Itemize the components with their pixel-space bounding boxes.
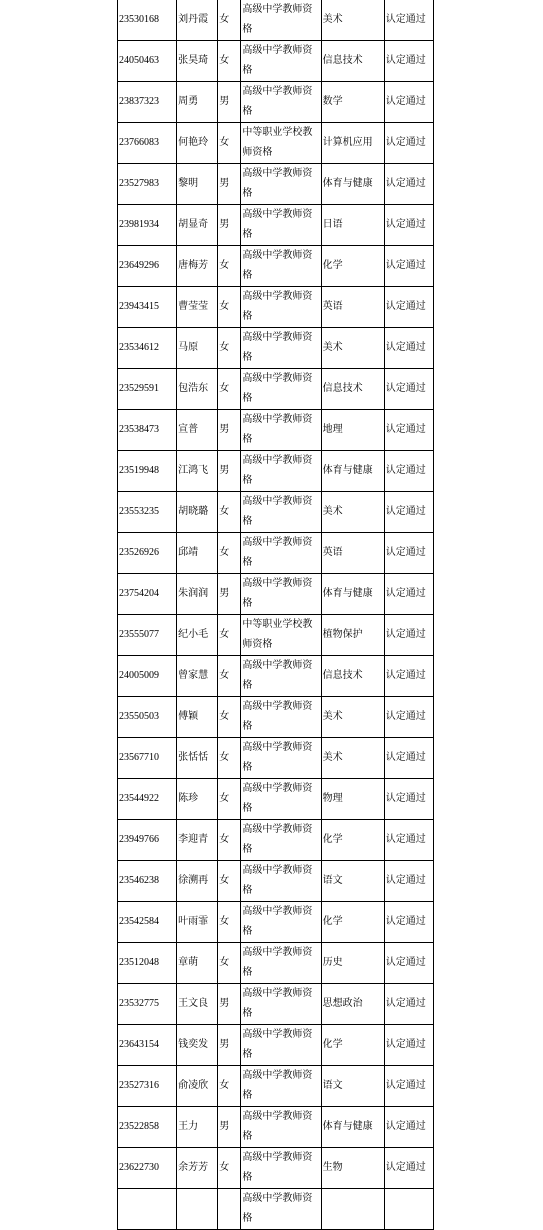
- applicant-id-cell: 23949766: [118, 820, 177, 861]
- result-cell: 认定通过: [384, 41, 433, 82]
- applicant-name-cell: 傅颖: [177, 697, 218, 738]
- gender-cell: 女: [218, 533, 241, 574]
- table-row: [118, 492, 434, 533]
- qualification-type-cell: 高级中学教师资格: [241, 779, 321, 820]
- qualification-type-cell: 高级中学教师资格: [241, 1148, 321, 1189]
- subject-cell: 化学: [321, 246, 384, 287]
- applicant-id-cell: 23527316: [118, 1066, 177, 1107]
- table-row: [118, 451, 434, 492]
- applicant-name-cell: 王文良: [177, 984, 218, 1025]
- applicant-name-cell: 曹莹莹: [177, 287, 218, 328]
- gender-cell: 女: [218, 779, 241, 820]
- result-cell: 认定通过: [384, 369, 433, 410]
- applicant-name-cell: 俞凌欣: [177, 1066, 218, 1107]
- gender-cell: 女: [218, 615, 241, 656]
- qualification-type-cell: 高级中学教师资格: [241, 287, 321, 328]
- applicant-name-cell: 刘丹霞: [177, 0, 218, 41]
- subject-cell: 英语: [321, 533, 384, 574]
- applicant-name-cell: 曾家慧: [177, 656, 218, 697]
- applicant-name-cell: 宣普: [177, 410, 218, 451]
- qualification-type-cell: 中等职业学校教师资格: [241, 615, 321, 656]
- qualification-type-cell: 高级中学教师资格: [241, 0, 321, 41]
- applicant-name-cell: 李迎青: [177, 820, 218, 861]
- applicant-name-cell: 胡显奇: [177, 205, 218, 246]
- result-cell: 认定通过: [384, 328, 433, 369]
- applicant-name-cell: 邱靖: [177, 533, 218, 574]
- table-row: [118, 164, 434, 205]
- subject-cell: 思想政治: [321, 984, 384, 1025]
- applicant-name-cell: 张昊琦: [177, 41, 218, 82]
- gender-cell: 女: [218, 738, 241, 779]
- qualification-type-cell: 高级中学教师资格: [241, 328, 321, 369]
- result-cell: 认定通过: [384, 205, 433, 246]
- table-row: [118, 861, 434, 902]
- result-cell: 认定通过: [384, 82, 433, 123]
- applicant-id-cell: 23526926: [118, 533, 177, 574]
- applicant-name-cell: 王力: [177, 1107, 218, 1148]
- applicant-id-cell: 23538473: [118, 410, 177, 451]
- subject-cell: 体育与健康: [321, 164, 384, 205]
- result-cell: 认定通过: [384, 164, 433, 205]
- gender-cell: 女: [218, 0, 241, 41]
- applicant-name-cell: 钱奕发: [177, 1025, 218, 1066]
- subject-cell: 信息技术: [321, 41, 384, 82]
- applicant-name-cell: 胡晓璐: [177, 492, 218, 533]
- gender-cell: 男: [218, 451, 241, 492]
- applicant-name-cell: 黎明: [177, 164, 218, 205]
- subject-cell: 化学: [321, 1025, 384, 1066]
- result-cell: 认定通过: [384, 123, 433, 164]
- qualification-type-cell: 高级中学教师资格: [241, 246, 321, 287]
- result-cell: 认定通过: [384, 0, 433, 41]
- gender-cell: 男: [218, 410, 241, 451]
- applicant-id-cell: 24050463: [118, 41, 177, 82]
- subject-cell: 植物保护: [321, 615, 384, 656]
- qualification-type-cell: 高级中学教师资格: [241, 1107, 321, 1148]
- applicant-id-cell: 23649296: [118, 246, 177, 287]
- result-cell: 认定通过: [384, 984, 433, 1025]
- subject-cell: 美术: [321, 738, 384, 779]
- qualification-type-cell: 高级中学教师资格: [241, 1066, 321, 1107]
- qualification-type-cell: 高级中学教师资格: [241, 82, 321, 123]
- subject-cell: [321, 1189, 384, 1230]
- gender-cell: 女: [218, 697, 241, 738]
- table-row: [118, 246, 434, 287]
- applicant-name-cell: 周勇: [177, 82, 218, 123]
- applicant-id-cell: 23622730: [118, 1148, 177, 1189]
- gender-cell: 男: [218, 164, 241, 205]
- applicant-name-cell: 余芳芳: [177, 1148, 218, 1189]
- applicant-id-cell: 23754204: [118, 574, 177, 615]
- result-cell: 认定通过: [384, 1148, 433, 1189]
- table-row: [118, 779, 434, 820]
- result-cell: 认定通过: [384, 246, 433, 287]
- gender-cell: 女: [218, 123, 241, 164]
- qualification-type-cell: 高级中学教师资格: [241, 820, 321, 861]
- table-row: [118, 902, 434, 943]
- table-row: [118, 82, 434, 123]
- qualification-type-cell: 高级中学教师资格: [241, 738, 321, 779]
- table-row: [118, 205, 434, 246]
- result-cell: 认定通过: [384, 287, 433, 328]
- qualification-type-cell: 高级中学教师资格: [241, 574, 321, 615]
- result-cell: 认定通过: [384, 861, 433, 902]
- applicant-name-cell: [177, 1189, 218, 1230]
- qualification-type-cell: 高级中学教师资格: [241, 984, 321, 1025]
- applicant-name-cell: 包浩东: [177, 369, 218, 410]
- applicant-id-cell: 23544922: [118, 779, 177, 820]
- applicant-name-cell: 何艳玲: [177, 123, 218, 164]
- table-row: [118, 615, 434, 656]
- gender-cell: 女: [218, 656, 241, 697]
- result-cell: 认定通过: [384, 902, 433, 943]
- applicant-id-cell: 23546238: [118, 861, 177, 902]
- subject-cell: 计算机应用: [321, 123, 384, 164]
- table-row: [118, 1025, 434, 1066]
- subject-cell: 历史: [321, 943, 384, 984]
- subject-cell: 日语: [321, 205, 384, 246]
- result-cell: [384, 1189, 433, 1230]
- table-row: [118, 533, 434, 574]
- applicant-id-cell: 23512048: [118, 943, 177, 984]
- table-row: [118, 943, 434, 984]
- table-row: [118, 1066, 434, 1107]
- subject-cell: 英语: [321, 287, 384, 328]
- table-body: [118, 0, 434, 1230]
- applicant-name-cell: 章萌: [177, 943, 218, 984]
- gender-cell: 女: [218, 820, 241, 861]
- gender-cell: 男: [218, 205, 241, 246]
- qualification-type-cell: 高级中学教师资格: [241, 451, 321, 492]
- qualification-type-cell: 高级中学教师资格: [241, 369, 321, 410]
- gender-cell: 女: [218, 492, 241, 533]
- qualification-type-cell: 中等职业学校教师资格: [241, 123, 321, 164]
- applicant-id-cell: 23542584: [118, 902, 177, 943]
- applicant-id-cell: 23943415: [118, 287, 177, 328]
- gender-cell: 女: [218, 1148, 241, 1189]
- result-cell: 认定通过: [384, 779, 433, 820]
- applicant-name-cell: 陈珍: [177, 779, 218, 820]
- qualification-type-cell: 高级中学教师资格: [241, 492, 321, 533]
- applicant-name-cell: 纪小毛: [177, 615, 218, 656]
- applicant-id-cell: 23837323: [118, 82, 177, 123]
- qualification-type-cell: 高级中学教师资格: [241, 41, 321, 82]
- subject-cell: 体育与健康: [321, 1107, 384, 1148]
- subject-cell: 生物: [321, 1148, 384, 1189]
- qualification-type-cell: 高级中学教师资格: [241, 943, 321, 984]
- applicant-id-cell: 23529591: [118, 369, 177, 410]
- applicant-name-cell: 张恬恬: [177, 738, 218, 779]
- subject-cell: 体育与健康: [321, 574, 384, 615]
- table-row: [118, 0, 434, 41]
- table-row: [118, 697, 434, 738]
- gender-cell: 男: [218, 1025, 241, 1066]
- applicant-name-cell: 朱润润: [177, 574, 218, 615]
- table-row: [118, 369, 434, 410]
- applicant-id-cell: 24005009: [118, 656, 177, 697]
- applicant-id-cell: [118, 1189, 177, 1230]
- qualification-type-cell: 高级中学教师资格: [241, 1025, 321, 1066]
- result-cell: 认定通过: [384, 410, 433, 451]
- qualification-results-table: [117, 0, 434, 1230]
- gender-cell: 女: [218, 902, 241, 943]
- subject-cell: 语文: [321, 861, 384, 902]
- applicant-id-cell: 23567710: [118, 738, 177, 779]
- gender-cell: 女: [218, 1066, 241, 1107]
- applicant-name-cell: 徐溯再: [177, 861, 218, 902]
- subject-cell: 物理: [321, 779, 384, 820]
- table-row: [118, 328, 434, 369]
- qualification-type-cell: 高级中学教师资格: [241, 902, 321, 943]
- subject-cell: 美术: [321, 0, 384, 41]
- gender-cell: 女: [218, 369, 241, 410]
- applicant-id-cell: 23553235: [118, 492, 177, 533]
- applicant-id-cell: 23532775: [118, 984, 177, 1025]
- gender-cell: 男: [218, 574, 241, 615]
- table-row: [118, 410, 434, 451]
- gender-cell: 男: [218, 1107, 241, 1148]
- subject-cell: 信息技术: [321, 369, 384, 410]
- result-cell: 认定通过: [384, 656, 433, 697]
- table-row: [118, 574, 434, 615]
- result-cell: 认定通过: [384, 943, 433, 984]
- subject-cell: 化学: [321, 820, 384, 861]
- subject-cell: 美术: [321, 697, 384, 738]
- qualification-type-cell: 高级中学教师资格: [241, 533, 321, 574]
- gender-cell: [218, 1189, 241, 1230]
- result-cell: 认定通过: [384, 697, 433, 738]
- result-cell: 认定通过: [384, 533, 433, 574]
- applicant-id-cell: 23530168: [118, 0, 177, 41]
- result-cell: 认定通过: [384, 738, 433, 779]
- result-cell: 认定通过: [384, 1066, 433, 1107]
- table-row: [118, 984, 434, 1025]
- result-cell: 认定通过: [384, 492, 433, 533]
- applicant-id-cell: 23550503: [118, 697, 177, 738]
- gender-cell: 女: [218, 861, 241, 902]
- table-row: [118, 1107, 434, 1148]
- table-row: [118, 656, 434, 697]
- qualification-type-cell: 高级中学教师资格: [241, 164, 321, 205]
- gender-cell: 女: [218, 287, 241, 328]
- applicant-id-cell: 23527983: [118, 164, 177, 205]
- subject-cell: 化学: [321, 902, 384, 943]
- gender-cell: 女: [218, 41, 241, 82]
- result-cell: 认定通过: [384, 615, 433, 656]
- table-row: [118, 1189, 434, 1230]
- applicant-id-cell: 23643154: [118, 1025, 177, 1066]
- subject-cell: 地理: [321, 410, 384, 451]
- qualification-type-cell: 高级中学教师资格: [241, 205, 321, 246]
- subject-cell: 体育与健康: [321, 451, 384, 492]
- applicant-id-cell: 23522858: [118, 1107, 177, 1148]
- qualification-type-cell: 高级中学教师资格: [241, 1189, 321, 1230]
- gender-cell: 男: [218, 82, 241, 123]
- qualification-type-cell: 高级中学教师资格: [241, 861, 321, 902]
- applicant-id-cell: 23981934: [118, 205, 177, 246]
- applicant-id-cell: 23555077: [118, 615, 177, 656]
- table-row: [118, 1148, 434, 1189]
- result-cell: 认定通过: [384, 1025, 433, 1066]
- gender-cell: 女: [218, 328, 241, 369]
- qualification-type-cell: 高级中学教师资格: [241, 410, 321, 451]
- table-row: [118, 738, 434, 779]
- applicant-name-cell: 江鸿飞: [177, 451, 218, 492]
- applicant-id-cell: 23766083: [118, 123, 177, 164]
- table-row: [118, 287, 434, 328]
- subject-cell: 美术: [321, 328, 384, 369]
- applicant-id-cell: 23534612: [118, 328, 177, 369]
- result-cell: 认定通过: [384, 820, 433, 861]
- gender-cell: 男: [218, 984, 241, 1025]
- gender-cell: 女: [218, 246, 241, 287]
- table-row: [118, 820, 434, 861]
- qualification-type-cell: 高级中学教师资格: [241, 697, 321, 738]
- subject-cell: 语文: [321, 1066, 384, 1107]
- table-row: [118, 123, 434, 164]
- result-cell: 认定通过: [384, 574, 433, 615]
- applicant-name-cell: 马原: [177, 328, 218, 369]
- applicant-id-cell: 23519948: [118, 451, 177, 492]
- applicant-name-cell: 叶雨霏: [177, 902, 218, 943]
- subject-cell: 美术: [321, 492, 384, 533]
- subject-cell: 数学: [321, 82, 384, 123]
- applicant-name-cell: 唐梅芳: [177, 246, 218, 287]
- qualification-type-cell: 高级中学教师资格: [241, 656, 321, 697]
- subject-cell: 信息技术: [321, 656, 384, 697]
- gender-cell: 女: [218, 943, 241, 984]
- result-cell: 认定通过: [384, 451, 433, 492]
- result-cell: 认定通过: [384, 1107, 433, 1148]
- table-row: [118, 41, 434, 82]
